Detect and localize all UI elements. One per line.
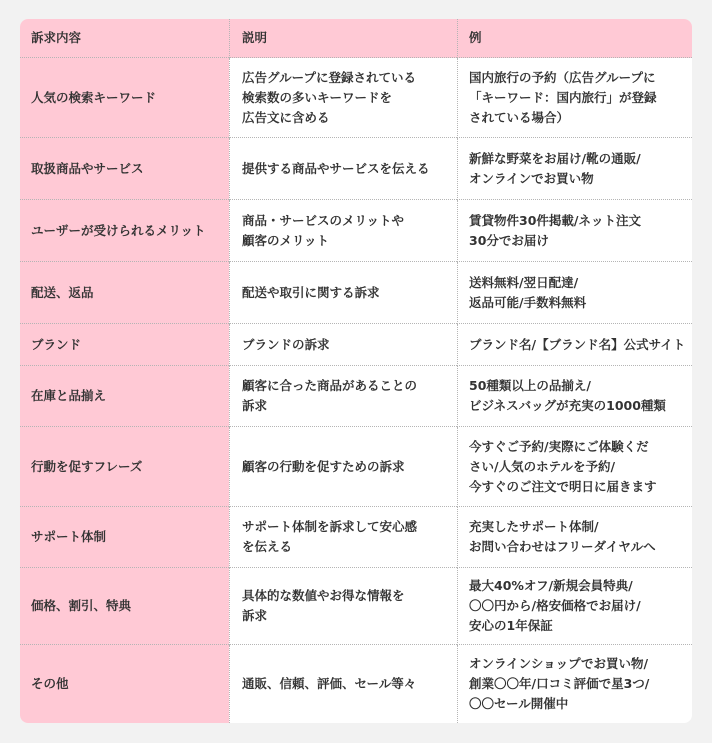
header-example: 例 [457, 19, 692, 58]
row-example: 賃貸物件30件掲載/ネット注文 30分でお届け [457, 200, 692, 262]
row-example: 今すぐご予約/実際にご体験くだ さい/人気のホテルを予約/ 今すぐのご注文で明日に届きます [457, 427, 692, 507]
row-item: サポート体制 [20, 507, 229, 568]
row-item: 人気の検索キーワード [20, 58, 229, 138]
row-example: 新鮮な野菜をお届け/靴の通販/ オンラインでお買い物 [457, 138, 692, 200]
row-description: 広告グループに登録されている 検索数の多いキーワードを 広告文に含める [229, 58, 457, 138]
row-example: 50種類以上の品揃え/ ビジネスバッグが充実の1000種類 [457, 366, 692, 427]
appeal-table [20, 19, 692, 723]
row-item: その他 [20, 645, 229, 723]
row-example: オンラインショップでお買い物/ 創業〇〇年/口コミ評価で星3つ/ 〇〇セール開催中 [457, 645, 692, 723]
row-example: 国内旅行の予約（広告グループに 「キーワード：国内旅行」が登録 されている場合） [457, 58, 692, 138]
row-description: 具体的な数値やお得な情報を 訴求 [229, 568, 457, 645]
row-example: 送料無料/翌日配達/ 返品可能/手数料無料 [457, 262, 692, 324]
row-description: 配送や取引に関する訴求 [229, 262, 457, 324]
row-description: 商品・サービスのメリットや 顧客のメリット [229, 200, 457, 262]
header-description: 説明 [229, 19, 457, 58]
row-description: 顧客の行動を促すための訴求 [229, 427, 457, 507]
row-item: 取扱商品やサービス [20, 138, 229, 200]
row-description: 顧客に合った商品があることの 訴求 [229, 366, 457, 427]
row-description: 提供する商品やサービスを伝える [229, 138, 457, 200]
row-example: 最大40%オフ/新規会員特典/ 〇〇円から/格安価格でお届け/ 安心の1年保証 [457, 568, 692, 645]
row-example: ブランド名/【ブランド名】公式サイト [457, 324, 692, 366]
row-description: サポート体制を訴求して安心感 を伝える [229, 507, 457, 568]
row-example: 充実したサポート体制/ お問い合わせはフリーダイヤルへ [457, 507, 692, 568]
row-item: 行動を促すフレーズ [20, 427, 229, 507]
row-item: ユーザーが受けられるメリット [20, 200, 229, 262]
row-item: 在庫と品揃え [20, 366, 229, 427]
row-item: ブランド [20, 324, 229, 366]
row-item: 価格、割引、特典 [20, 568, 229, 645]
row-description: 通販、信頼、評価、セール等々 [229, 645, 457, 723]
row-description: ブランドの訴求 [229, 324, 457, 366]
row-item: 配送、返品 [20, 262, 229, 324]
header-item: 訴求内容 [20, 19, 229, 58]
